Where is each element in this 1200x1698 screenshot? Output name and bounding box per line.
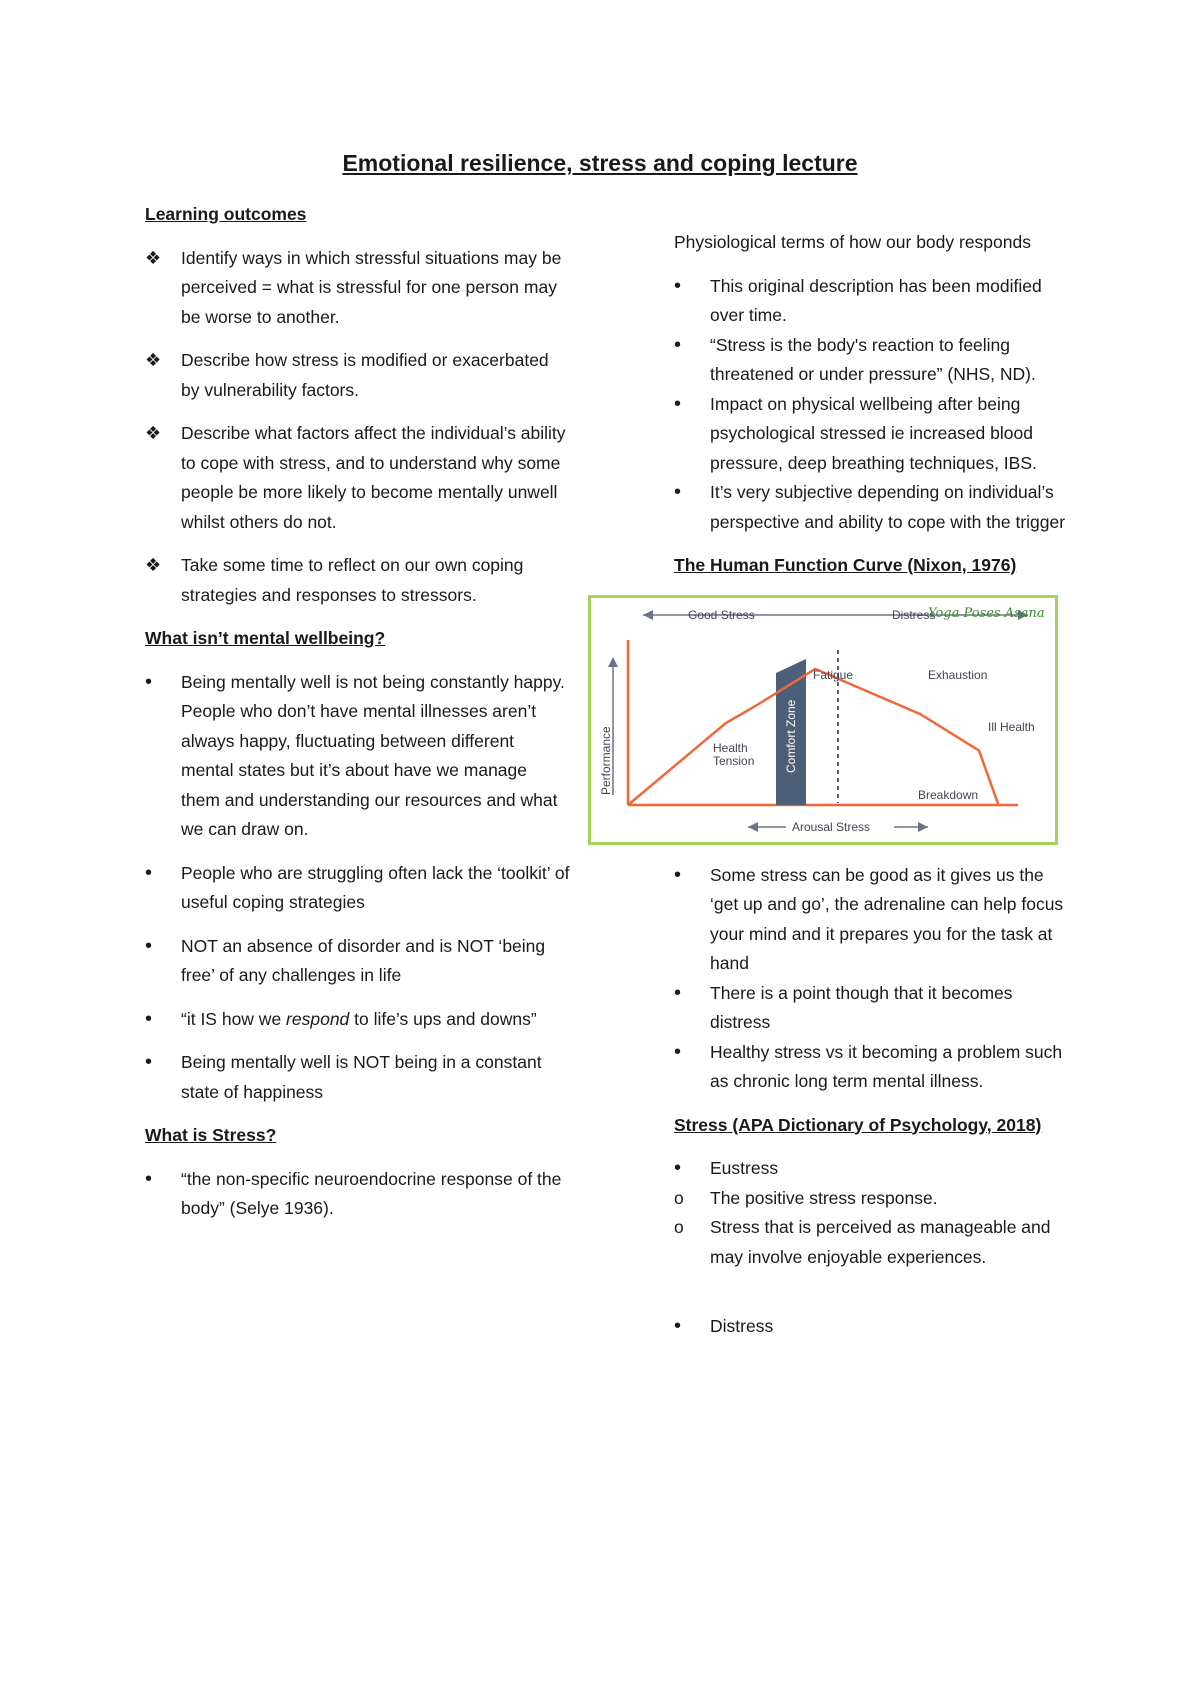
- bullet-icon: •: [674, 863, 682, 886]
- distress-list: [674, 1312, 1074, 1342]
- apa-heading: Stress (APA Dictionary of Psychology, 2018): [674, 1114, 1042, 1135]
- list-item: ❖ Take some time to reflect on our own coping strategies and responses to stressors.: [145, 551, 570, 610]
- diamond-bullet-icon: ❖: [145, 350, 162, 370]
- list-item: ❖ Describe how stress is modified or exacerbated by vulnerability factors.: [145, 346, 570, 405]
- bullet-icon: •: [145, 1167, 153, 1190]
- physiological-list: [674, 272, 1074, 538]
- chart-svg: [588, 595, 1058, 845]
- what-is-stress-heading: What is Stress?: [145, 1125, 277, 1145]
- list-item: • This original description has been modified over time.: [674, 272, 1074, 331]
- list-item: • “the non-specific neuroendocrine response of the body” (Selye 1936).: [145, 1165, 570, 1224]
- curve-points-list: [674, 861, 1074, 1097]
- bullet-icon: •: [145, 670, 153, 693]
- bullet-icon: •: [674, 392, 682, 415]
- bullet-icon: •: [674, 481, 682, 503]
- tension-label: Tension: [713, 753, 755, 768]
- page-title: Emotional resilience, stress and coping lecture: [342, 150, 858, 176]
- left-column: [145, 200, 570, 1238]
- list-item: • There is a point though that it becomes distress: [674, 979, 1074, 1038]
- wellbeing-list: [145, 668, 570, 1108]
- apa-list: [674, 1154, 1074, 1272]
- human-function-curve-heading: The Human Function Curve (Nixon, 1976): [674, 555, 1017, 575]
- exhaustion-label: Exhaustion: [928, 667, 988, 682]
- arousal-stress-label: Arousal Stress: [792, 819, 871, 834]
- list-item: o The positive stress response.: [674, 1184, 1074, 1214]
- comfort-zone-label: Comfort Zone: [784, 699, 798, 773]
- spacer: [674, 1272, 1074, 1312]
- health-label: Health: [713, 740, 748, 755]
- list-item: • Being mentally well is not being constantly happy. People who don’t have mental illnesses aren’t always happy, fluctuating between different mental states but it’s about have we manage them and understanding our resources and what we can draw on.: [145, 668, 570, 845]
- fatigue-label: Fatigue: [813, 667, 854, 682]
- bullet-icon: •: [145, 1051, 153, 1073]
- list-item: ❖ Describe what factors affect the individual’s ability to cope with stress, and to understand why some people be more likely to become mentally unwell whilst others do not.: [145, 419, 570, 537]
- list-item: o Stress that is perceived as manageable and may involve enjoyable experiences.: [674, 1213, 1074, 1272]
- bullet-icon: •: [145, 1007, 153, 1030]
- distress-label: Distress: [892, 607, 936, 622]
- list-item: • Distress: [674, 1312, 1074, 1342]
- bullet-icon: •: [674, 1040, 682, 1063]
- bullet-icon: •: [674, 981, 682, 1004]
- bullet-icon: •: [145, 934, 153, 957]
- human-function-curve-chart: [588, 595, 1058, 845]
- bullet-icon: •: [145, 861, 153, 884]
- learning-outcomes-list: [145, 244, 570, 611]
- physiological-intro: Physiological terms of how our body responds: [674, 232, 1031, 252]
- list-item: • Being mentally well is NOT being in a constant state of happiness: [145, 1048, 570, 1107]
- performance-label: Performance: [599, 725, 613, 795]
- bullet-icon: •: [674, 1315, 682, 1337]
- stress-list: [145, 1165, 570, 1224]
- bullet-icon: •: [674, 274, 682, 297]
- breakdown-label: Breakdown: [918, 787, 979, 802]
- bullet-icon: •: [674, 1157, 682, 1179]
- list-item: • People who are struggling often lack the ‘toolkit’ of useful coping strategies: [145, 859, 570, 918]
- list-item: • Healthy stress vs it becoming a problem such as chronic long term mental illness.: [674, 1038, 1074, 1097]
- list-item: • NOT an absence of disorder and is NOT ‘being free’ of any challenges in life: [145, 932, 570, 991]
- list-item: • Some stress can be good as it gives us the ‘get up and go’, the adrenaline can help focus your mind and it prepares you for the task at hand: [674, 861, 1074, 979]
- bullet-icon: •: [674, 333, 682, 356]
- good-stress-label: Good Stress: [688, 607, 755, 622]
- ill-health-label: Ill Health: [988, 719, 1035, 734]
- list-item: ❖ Identify ways in which stressful situations may be perceived = what is stressful for one person may be worse to another.: [145, 244, 570, 333]
- list-item: • “it IS how we respond to life’s ups and downs”: [145, 1005, 570, 1035]
- diamond-bullet-icon: ❖: [145, 423, 162, 443]
- diamond-bullet-icon: ❖: [145, 555, 162, 575]
- list-item: • “Stress is the body's reaction to feeling threatened or under pressure” (NHS, ND).: [674, 331, 1074, 390]
- list-item: • Eustress: [674, 1154, 1074, 1184]
- chart-frame: [590, 596, 1057, 843]
- diamond-bullet-icon: ❖: [145, 247, 162, 268]
- list-item: • Impact on physical wellbeing after being psychological stressed ie increased blood pressure, deep breathing techniques, IBS.: [674, 390, 1074, 479]
- sub-bullet-icon: o: [674, 1187, 684, 1208]
- learning-outcomes-heading: Learning outcomes: [145, 204, 307, 224]
- wellbeing-heading: What isn’t mental wellbeing?: [145, 628, 386, 648]
- watermark-label: Yoga Poses Asana: [928, 605, 1045, 621]
- list-item: • It’s very subjective depending on individual’s perspective and ability to cope with the trigger: [674, 478, 1074, 537]
- sub-bullet-icon: o: [674, 1217, 684, 1237]
- right-column: [599, 228, 1074, 1342]
